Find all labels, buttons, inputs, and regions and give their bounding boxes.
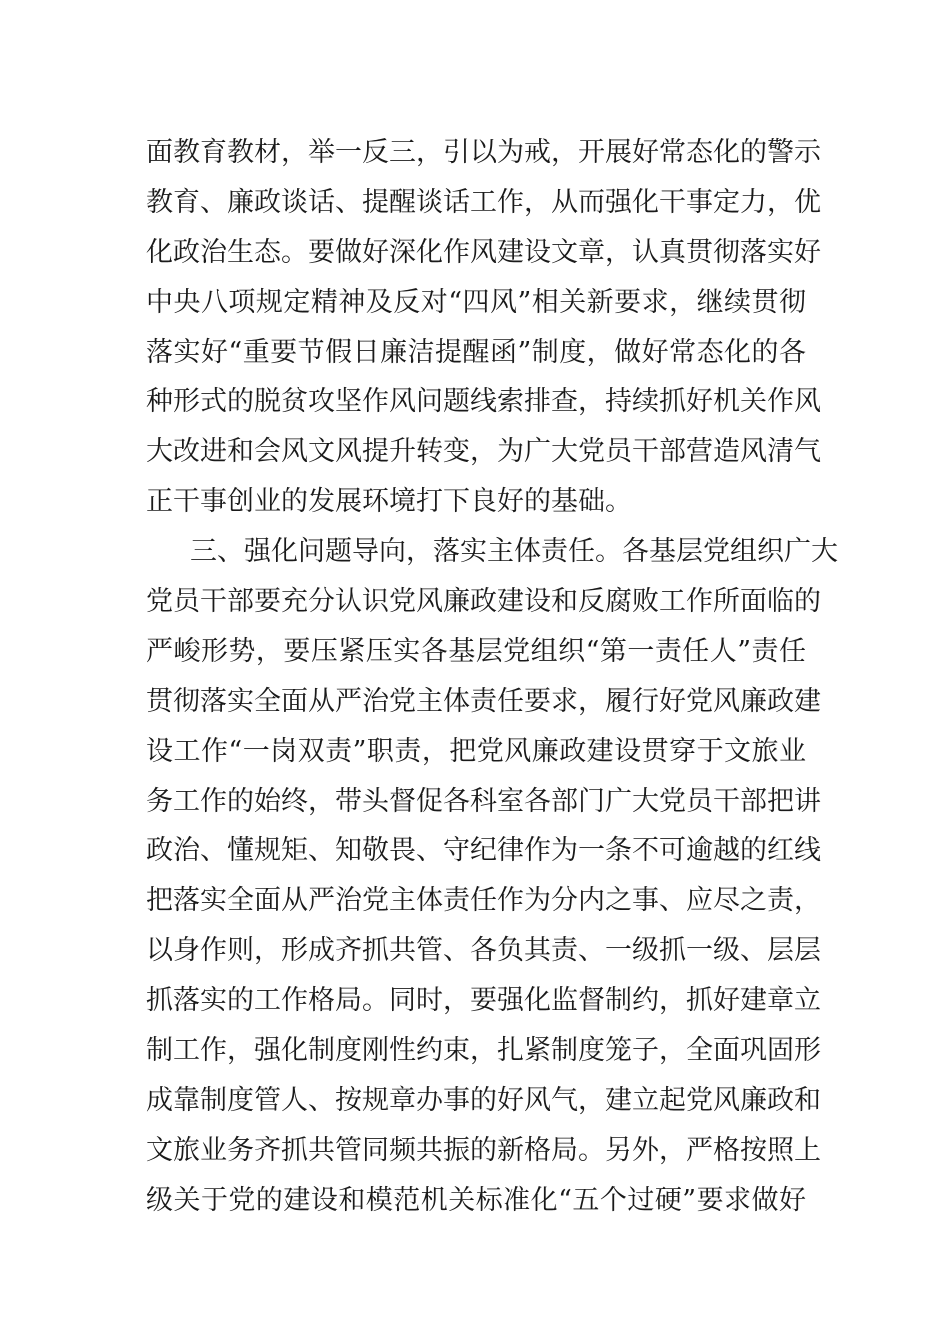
paragraph-1-line-6: 种形式的脱贫攻坚作风问题线索排查，持续抓好机关作风: [146, 386, 821, 418]
paragraph-2-line-5: 设工作“一岗双责”职责，把党风廉政建设贯穿于文旅业: [146, 735, 806, 767]
paragraph-2-line-3: 严峻形势，要压紧压实各基层党组织“第一责任人”责任: [146, 635, 806, 667]
paragraph-2-line-6: 务工作的始终，带头督促各科室各部门广大党员干部把讲: [146, 785, 821, 817]
paragraph-1-line-8: 正干事创业的发展环境打下良好的基础。: [146, 486, 632, 518]
paragraph-1-line-4: 中央八项规定精神及反对“四风”相关新要求，继续贯彻: [146, 286, 806, 318]
paragraph-2-line-13: 文旅业务齐抓共管同频共振的新格局。另外，严格按照上: [146, 1134, 821, 1166]
paragraph-2-line-8: 把落实全面从严治党主体责任作为分内之事、应尽之责，: [146, 885, 821, 917]
paragraph-2-line-11: 制工作，强化制度刚性约束，扎紧制度笼子，全面巩固形: [146, 1035, 821, 1067]
paragraph-1-line-1: 面教育教材，举一反三，引以为戒，开展好常态化的警示: [146, 137, 821, 168]
paragraph-2-line-14: 级关于党的建设和模范机关标准化“五个过硬”要求做好: [146, 1184, 806, 1216]
paragraph-1-line-3: 化政治生态。要做好深化作风建设文章，认真贯彻落实好: [146, 236, 821, 268]
paragraph-2-line-10: 抓落实的工作格局。同时，要强化监督制约，抓好建章立: [146, 985, 821, 1017]
paragraph-1-line-5: 落实好“重要节假日廉洁提醒函”制度，做好常态化的各: [146, 336, 806, 368]
body-text: [146, 128, 838, 1226]
paragraph-1-line-2: 教育、廉政谈话、提醒谈话工作，从而强化干事定力，优: [146, 186, 821, 218]
paragraph-2-line-9: 以身作则，形成齐抓共管、各负其责、一级抓一级、层层: [146, 935, 821, 967]
paragraph-2-line-4: 贯彻落实全面从严治党主体责任要求，履行好党风廉政建: [146, 685, 821, 717]
paragraph-1-line-7: 大改进和会风文风提升转变，为广大党员干部营造风清气: [146, 436, 821, 468]
paragraph-2-line-12: 成靠制度管人、按规章办事的好风气，建立起党风廉政和: [146, 1084, 821, 1116]
paragraph-2-line-7: 政治、懂规矩、知敬畏、守纪律作为一条不可逾越的红线: [146, 835, 821, 867]
paragraph-2-line-1: 三、强化问题导向，落实主体责任。各基层党组织广大: [190, 536, 838, 568]
paragraph-2-line-2: 党员干部要充分认识党风廉政建设和反腐败工作所面临的: [146, 586, 821, 618]
